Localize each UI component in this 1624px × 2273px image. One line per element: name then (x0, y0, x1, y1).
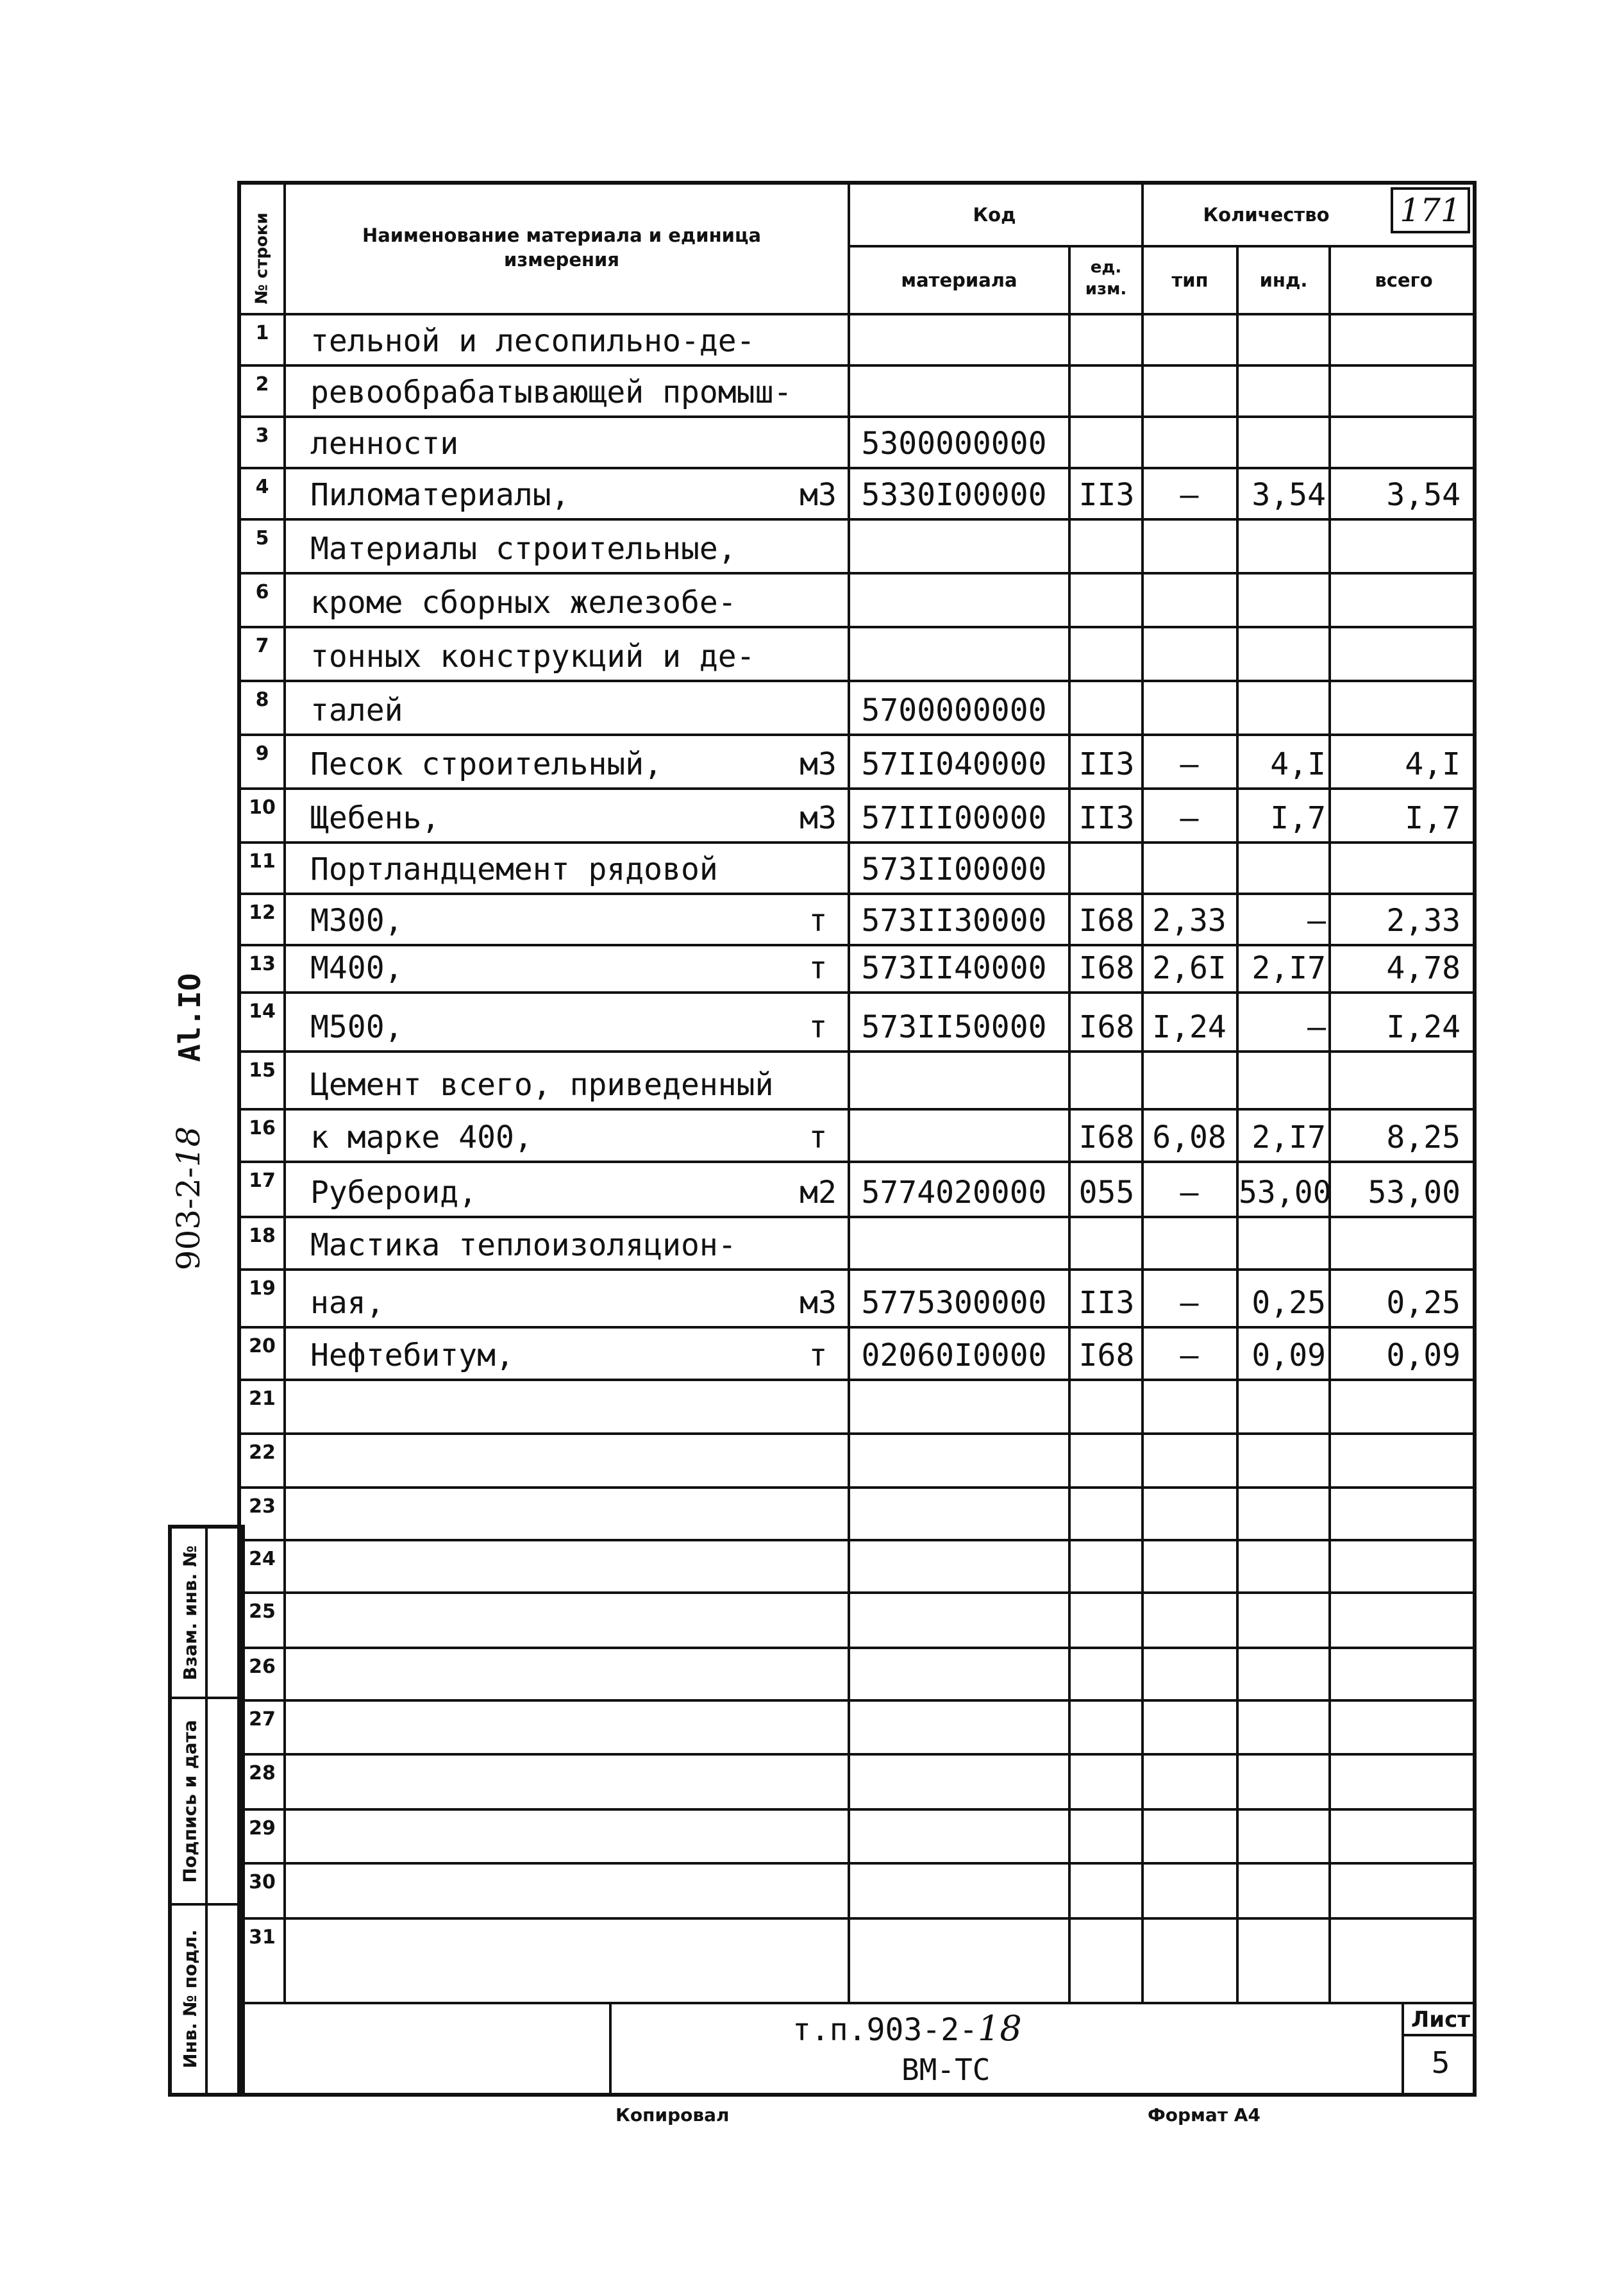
row-number: 5 (255, 527, 269, 549)
quantity-individual: 2,I7 (1251, 1120, 1326, 1155)
quantity-individual: 4,I (1270, 746, 1326, 782)
row-line (241, 1539, 1477, 1541)
material-name: кроме сборных железобе- (310, 585, 737, 621)
margin-album-label: Al.IO (172, 973, 207, 1062)
row-line (241, 893, 1477, 895)
col-divider-unitcode (1068, 247, 1071, 2002)
row-number: 11 (249, 850, 276, 873)
unit-of-measure: т (808, 950, 828, 986)
unit-code: I68 (1078, 1120, 1135, 1155)
unit-of-measure: м3 (799, 1285, 837, 1321)
row-line (241, 1379, 1477, 1381)
row-number: 16 (249, 1117, 276, 1139)
row-number-header: № строки (253, 212, 272, 305)
row-line (241, 1216, 1477, 1218)
row-line (241, 364, 1477, 367)
quantity-type: I,24 (1152, 1009, 1226, 1045)
row-number: 15 (249, 1059, 276, 1082)
quantity-type: – (1180, 1338, 1199, 1373)
row-line (241, 467, 1477, 469)
material-name: Рубероид, (310, 1175, 478, 1211)
quantity-type: – (1180, 800, 1199, 836)
quantity-type: – (1180, 1285, 1199, 1321)
unit-of-measure: м3 (799, 746, 837, 782)
material-name: М500, (310, 1009, 403, 1045)
material-code: 573II30000 (861, 903, 1047, 939)
row-line (241, 1432, 1477, 1435)
quantity-individual: 0,09 (1251, 1338, 1326, 1373)
quantity-total: 53,00 (1368, 1175, 1461, 1211)
unit-of-measure: м3 (799, 477, 837, 513)
row-number: 22 (249, 1441, 276, 1464)
unit-code: II3 (1078, 477, 1135, 513)
quantity-type: – (1180, 477, 1199, 513)
quantity-total: I,7 (1405, 800, 1461, 836)
row-line (241, 991, 1477, 994)
quantity-type: 2,6I (1152, 950, 1226, 986)
quantity-total: 0,09 (1386, 1338, 1461, 1373)
material-name: ленности (310, 426, 459, 462)
row-number: 31 (249, 1926, 276, 1949)
stamp-podpis-label: Подпись и дата (179, 1719, 201, 1883)
material-name: Пиломатериалы, (310, 477, 570, 513)
unit-of-measure: м3 (799, 800, 837, 836)
name-header: Наименование материала и единица измерения (362, 224, 762, 271)
row-line (241, 1591, 1477, 1594)
quantity-total: I,24 (1386, 1009, 1461, 1045)
material-code: 573II50000 (861, 1009, 1047, 1045)
quantity-total: 0,25 (1386, 1285, 1461, 1321)
material-name: Песок строительный, (310, 746, 663, 782)
quantity-type: – (1180, 746, 1199, 782)
row-number: 20 (249, 1335, 276, 1357)
stamp-inv-label: Инв. № подл. (179, 1929, 201, 2068)
quantity-individual: 53,00 (1239, 1175, 1332, 1211)
material-code: 57II040000 (861, 746, 1047, 782)
quantity-total: 8,25 (1386, 1120, 1461, 1155)
material-code-header: материала (901, 269, 1017, 291)
stamp-vzam-label: Взам. инв. № (179, 1545, 201, 1681)
unit-code: I68 (1078, 950, 1135, 986)
project-code-prefix: т.п.903-2- (792, 2012, 978, 2048)
margin-project-number-prefix: 903-2- (170, 1167, 207, 1271)
row-number: 7 (255, 635, 269, 657)
row-line (241, 415, 1477, 418)
col-divider-quantity (1141, 185, 1144, 2002)
material-code: 5775300000 (861, 1285, 1047, 1321)
row-line (241, 626, 1477, 628)
col-divider-number (283, 185, 286, 2002)
row-number: 24 (249, 1548, 276, 1570)
row-line (241, 518, 1477, 521)
material-name: ная, (310, 1285, 385, 1321)
row-number: 28 (249, 1762, 276, 1784)
row-line (241, 734, 1477, 736)
row-number: 29 (249, 1817, 276, 1840)
approval-stamp (168, 1525, 245, 2097)
material-code: 57III00000 (861, 800, 1047, 836)
row-number: 14 (249, 1000, 276, 1023)
header-bottom-line (241, 313, 1477, 315)
material-code: 5330I00000 (861, 477, 1047, 513)
row-line (241, 841, 1477, 844)
material-name: тельной и лесопильно-де- (310, 323, 755, 359)
title-block-sheet-divider (1402, 2002, 1404, 2097)
quantity-total: 3,54 (1386, 477, 1461, 513)
quantity-type: 6,08 (1152, 1120, 1226, 1155)
material-name: ревообрабатывающей промыш- (310, 374, 792, 410)
stamp-column-divider (205, 1529, 208, 2093)
ind-header: инд. (1259, 269, 1308, 291)
row-line (241, 1917, 1477, 1920)
unit-code: I68 (1078, 1009, 1135, 1045)
row-line (241, 680, 1477, 682)
quantity-individual: – (1307, 903, 1326, 939)
material-name: М300, (310, 903, 403, 939)
margin-project-number-suffix: 18 (170, 1126, 207, 1168)
material-name: Портландцемент рядовой (310, 851, 718, 887)
total-header: всего (1375, 269, 1433, 291)
material-name: Нефтебитум, (310, 1338, 514, 1373)
row-number: 30 (249, 1871, 276, 1893)
material-name: Материалы строительные, (310, 531, 737, 567)
type-header: тип (1171, 269, 1209, 291)
material-name: Мастика теплоизоляцион- (310, 1227, 737, 1263)
row-number: 9 (255, 742, 269, 765)
row-line (241, 944, 1477, 946)
header-subdivider (848, 245, 1477, 247)
unit-code: I68 (1078, 1338, 1135, 1373)
row-number: 18 (249, 1225, 276, 1247)
material-name: Щебень, (310, 800, 440, 836)
project-code (792, 2008, 1022, 2049)
row-number: 10 (249, 796, 276, 819)
row-number: 27 (249, 1708, 276, 1731)
format-label: Формат А4 (1148, 2104, 1260, 2126)
material-code: 573II40000 (861, 950, 1047, 986)
handwritten-sheet-number: 171 (1391, 187, 1470, 233)
material-code: 5300000000 (861, 426, 1047, 462)
unit-code: 055 (1078, 1175, 1135, 1211)
row-line (241, 572, 1477, 575)
unit-code: II3 (1078, 746, 1135, 782)
row-line (241, 1753, 1477, 1756)
row-line (241, 1808, 1477, 1811)
material-name: М400, (310, 950, 403, 986)
unit-of-measure: т (808, 1120, 828, 1155)
row-line (241, 787, 1477, 790)
material-name: тонных конструкций и де- (310, 639, 755, 675)
row-line (241, 1050, 1477, 1053)
code-header: Код (973, 204, 1016, 226)
materials-form (237, 181, 1477, 2097)
row-number: 2 (255, 373, 269, 396)
material-name: талей (310, 692, 403, 728)
row-line (241, 1647, 1477, 1649)
quantity-total: 4,I (1405, 746, 1461, 782)
quantity-individual: – (1307, 1009, 1326, 1045)
row-line (241, 1862, 1477, 1865)
row-number: 26 (249, 1656, 276, 1678)
quantity-total: 4,78 (1386, 950, 1461, 986)
row-number: 4 (255, 476, 269, 498)
col-divider-total (1328, 247, 1331, 2002)
unit-of-measure: т (808, 903, 828, 939)
title-block-sheet-line (1402, 2034, 1477, 2036)
row-number: 13 (249, 953, 276, 975)
material-code: 573II00000 (861, 851, 1047, 887)
row-number: 8 (255, 689, 269, 711)
sheet-value: 5 (1431, 2045, 1450, 2080)
row-number: 1 (255, 322, 269, 344)
unit-code: II3 (1078, 800, 1135, 836)
sheet-label: Лист (1411, 2007, 1470, 2033)
material-name: к марке 400, (310, 1120, 533, 1155)
row-number: 23 (249, 1495, 276, 1518)
unit-of-measure: т (808, 1338, 828, 1373)
row-number: 17 (249, 1170, 276, 1192)
unit-code: I68 (1078, 903, 1135, 939)
quantity-header: Количество (1203, 204, 1330, 226)
quantity-individual: 3,54 (1251, 477, 1326, 513)
material-code: 5774020000 (861, 1175, 1047, 1211)
quantity-individual: 0,25 (1251, 1285, 1326, 1321)
quantity-type: 2,33 (1152, 903, 1226, 939)
unit-code-header: ед. изм. (1085, 258, 1127, 299)
document-code: ВМ-ТС (901, 2052, 991, 2087)
row-line (241, 1326, 1477, 1329)
quantity-individual: I,7 (1270, 800, 1326, 836)
row-number: 12 (249, 902, 276, 924)
material-code: 5700000000 (861, 692, 1047, 728)
row-number: 21 (249, 1388, 276, 1410)
row-number: 3 (255, 424, 269, 447)
title-block-empty-cell (241, 2002, 612, 2097)
unit-of-measure: т (808, 1009, 828, 1045)
material-code: 02060I0000 (861, 1338, 1047, 1373)
row-number: 19 (249, 1277, 276, 1300)
row-line (241, 1108, 1477, 1111)
project-code-suffix: 18 (977, 2008, 1022, 2049)
margin-project-number (170, 1096, 207, 1301)
quantity-individual: 2,I7 (1251, 950, 1326, 986)
row-line (241, 1268, 1477, 1271)
quantity-total: 2,33 (1386, 903, 1461, 939)
row-line (241, 1486, 1477, 1489)
row-line (241, 1161, 1477, 1163)
row-line (241, 1699, 1477, 1702)
row-number: 25 (249, 1600, 276, 1623)
row-number: 6 (255, 581, 269, 603)
unit-code: II3 (1078, 1285, 1135, 1321)
unit-of-measure: м2 (799, 1175, 837, 1211)
copied-label: Копировал (615, 2104, 730, 2126)
material-name: Цемент всего, приведенный (310, 1067, 774, 1103)
quantity-type: – (1180, 1175, 1199, 1211)
